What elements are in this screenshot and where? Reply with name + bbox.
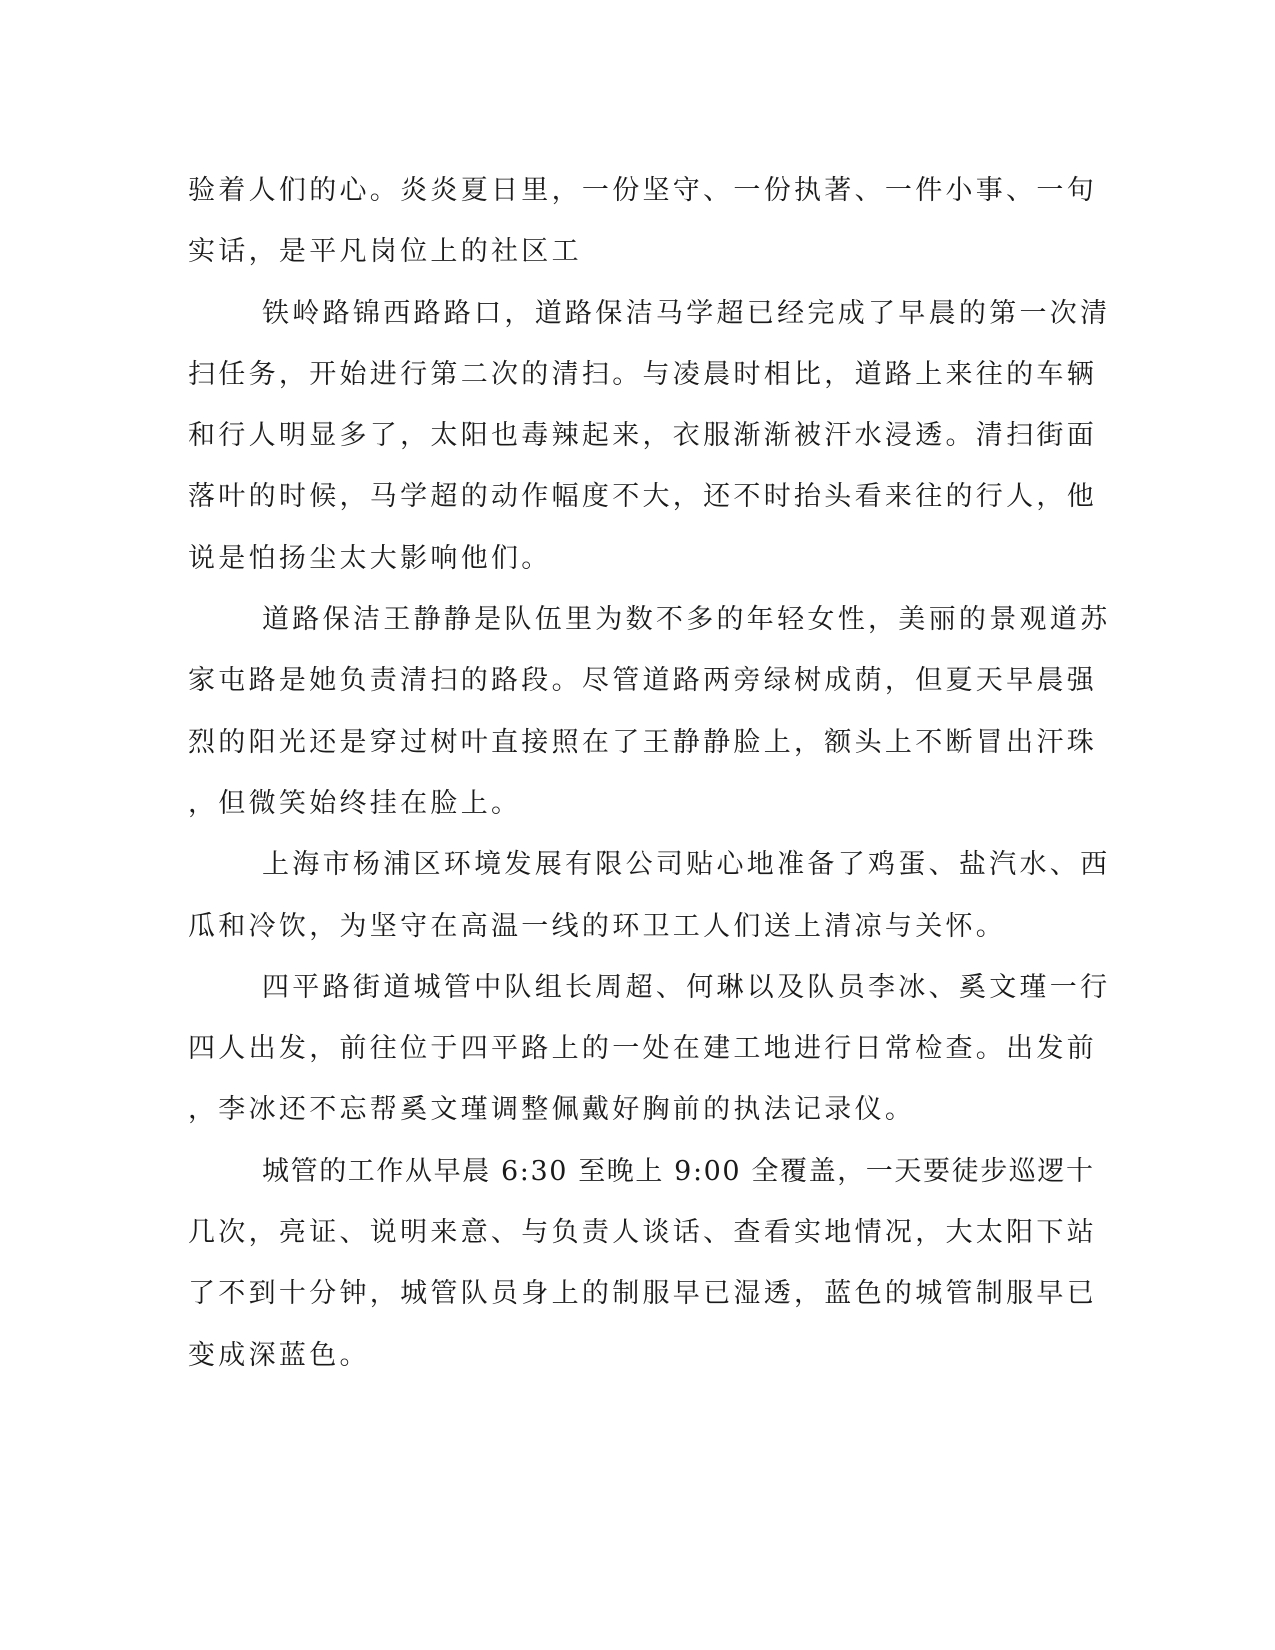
text-line: 四人出发，前往位于四平路上的一处在建工地进行日常检查。出发前 xyxy=(188,1033,1097,1065)
text-line: ，李冰还不忘帮奚文瑾调整佩戴好胸前的执法记录仪。 xyxy=(188,1094,916,1126)
text-line: 城管的工作从早晨 6:30 至晚上 9:00 全覆盖，一天要徒步巡逻十 xyxy=(262,1155,1095,1187)
text-line: 扫任务，开始进行第二次的清扫。与凌晨时相比，道路上来往的车辆 xyxy=(188,358,1097,390)
text-line: 瓜和冷饮，为坚守在高温一线的环卫工人们送上清凉与关怀。 xyxy=(188,910,1007,942)
text-line: 铁岭路锦西路路口，道路保洁马学超已经完成了早晨的第一次清 xyxy=(262,297,1111,329)
document-body xyxy=(188,160,1111,1386)
text-line: 验着人们的心。炎炎夏日里，一份坚守、一份执著、一件小事、一句 xyxy=(188,175,1097,206)
text-line: 和行人明显多了，太阳也毒辣起来，衣服渐渐被汗水浸透。清扫街面 xyxy=(188,420,1097,452)
text-line: 道路保洁王静静是队伍里为数不多的年轻女性，美丽的景观道苏 xyxy=(262,604,1111,636)
text-line: 几次，亮证、说明来意、与负责人谈话、查看实地情况，大太阳下站 xyxy=(188,1217,1097,1249)
text-line: ，但微笑始终挂在脸上。 xyxy=(188,787,522,819)
text-line: 说是怕扬尘太大影响他们。 xyxy=(188,542,552,574)
text-line: 实话，是平凡岗位上的社区工 xyxy=(188,236,582,268)
text-line: 了不到十分钟，城管队员身上的制服早已湿透，蓝色的城管制服早已 xyxy=(188,1278,1097,1310)
text-line: 烈的阳光还是穿过树叶直接照在了王静静脸上，额头上不断冒出汗珠 xyxy=(188,726,1097,758)
text-line: 落叶的时候，马学超的动作幅度不大，还不时抬头看来往的行人，他 xyxy=(188,481,1097,513)
text-line: 家屯路是她负责清扫的路段。尽管道路两旁绿树成荫，但夏天早晨强 xyxy=(188,665,1097,697)
text-line: 上海市杨浦区环境发展有限公司贴心地准备了鸡蛋、盐汽水、西 xyxy=(262,849,1111,881)
text-line: 变成深蓝色。 xyxy=(188,1339,370,1371)
text-line: 四平路街道城管中队组长周超、何琳以及队员李冰、奚文瑾一行 xyxy=(262,971,1111,1003)
